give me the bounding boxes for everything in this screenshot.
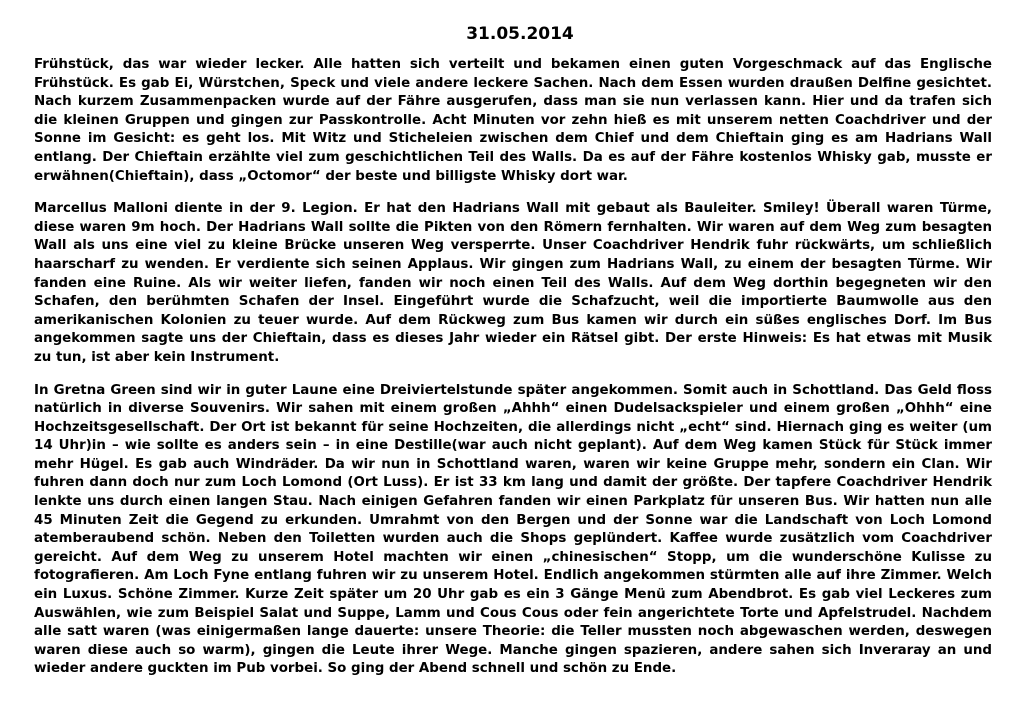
paragraph-breakfast-ferry: Frühstück, das war wieder lecker. Alle hatten sich verteilt und bekamen einen guten Vorgeschmack auf das Englische Frühstück. Es gab Ei, Würstchen, Speck und viele andere leckere Sachen. Nach dem Essen wurden draußen Delfine gesichtet. Nach kurzem Zusammenpacken wurde auf der Fähre ausgerufen, dass man sie nun verlassen kann. Hier und da trafen sich die kleinen Gruppen und gingen zur Passkontrolle. Acht Minuten vor zehn hieß es mit unserem netten Coachdriver und der Sonne im Gesicht: es geht los. Mit Witz und Sticheleien zwischen dem Chief und dem Chieftain ging es am Hadrians Wall entlang. Der Chieftain erzählte viel zum geschichtlichen Teil des Walls. Da es auf der Fähre kostenlos Whisky gab, musste er erwähnen(Chieftain), dass „Octomor“ der beste und billigste Whisky dort war. (34, 57, 992, 184)
paragraph-gretna-green-loch-lomond: In Gretna Green sind wir in guter Laune eine Dreiviertelstunde später angekommen. Somit auch in Schottland. Das Geld floss natürlich in diverse Souvenirs. Wir sahen mit einem großen „Ahhh“ einen Dudelsackspieler und einem großen „Ohhh“ eine Hochzeitsgesellschaft. Der Ort ist bekannt für seine Hochzeiten, die allerdings nicht „echt“ sind. Hiernach ging es weiter (um 14 Uhr)in – wie sollte es anders sein – in eine Destille(war auch nicht geplant). Auf dem Weg kamen Stück für Stück immer mehr Hügel. Es gab auch Windräder. Da wir nun in Schottland waren, waren wir keine Gruppe mehr, sondern ein Clan. Wir fuhren dann doch nur zum Loch Lomond (Ort Luss). Er ist 33 km lang und damit der größte. Der tapfere Coachdriver Hendrik lenkte uns durch einen langen Stau. Nach einigen Gefahren fanden wir einen Parkplatz für unseren Bus. Wir hatten nun alle 45 Minuten Zeit die Gegend zu erkunden. Umrahmt von den Bergen und der Sonne war die Landschaft von Loch Lomond atemberaubend schön. Neben den Toiletten wurden auch die Shops geplündert. Kaffee wurde zusätzlich vom Coachdriver gereicht. Auf dem Weg zu unserem Hotel machten wir einen „chinesischen“ Stopp, um die wunderschöne Kulisse zu fotografieren. Am Loch Fyne entlang fuhren wir zu unserem Hotel. Endlich angekommen stürmten alle auf ihre Zimmer. Welch ein Luxus. Schöne Zimmer. Kurze Zeit später um 20 Uhr gab es ein 3 Gänge Menü zum Abendbrot. Es gab viel Leckeres zum Auswählen, wie zum Beispiel Salat und Suppe, Lamm und Cous Cous oder fein angerichtete Torte und Apfelstrudel. Nachdem alle satt waren (was einigermaßen lange dauerte: unsere Theorie: die Teller mussten noch abgewaschen werden, deswegen waren diese auch so warm), gingen die Leute ihrer Wege. Manche gingen spazieren, andere sahen sich Inveraray an und wieder andere guckten im Pub vorbei. So ging der Abend schnell und schön zu Ende. (34, 382, 992, 677)
document-date: 31.05.2014 (466, 24, 574, 44)
document-page (34, 22, 992, 679)
paragraph-hadrians-wall: Marcellus Malloni diente in der 9. Legion. Er hat den Hadrians Wall mit gebaut als Bauleiter. Smiley! Überall waren Türme, diese waren 9m hoch. Der Hadrians Wall sollte die Pikten von den Römern fernhalten. Wir waren auf dem Weg zum besagten Wall als uns eine viel zu kleine Brücke unseren Weg versperrte. Unser Coachdriver Hendrik fuhr rückwärts, um schließlich haarscharf zu wenden. Er verdiente sich seinen Applaus. Wir gingen zum Hadrians Wall, zu einem der besagten Türme. Wir fanden eine Ruine. Als wir weiter liefen, fanden wir noch einen Teil des Walls. Auf dem Weg dorthin begegneten wir den Schafen, den berühmten Schafen der Insel. Eingeführt wurde die Schafzucht, weil die importierte Baumwolle aus den amerikanischen Kolonien zu teuer wurde. Auf dem Rückweg zum Bus kamen wir durch ein süßes englisches Dorf. Im Bus angekommen sagte uns der Chieftain, dass es dieses Jahr wieder ein Rätsel gibt. Der erste Hinweis: Es hat etwas mit Musik zu tun, ist aber kein Instrument. (34, 201, 992, 365)
